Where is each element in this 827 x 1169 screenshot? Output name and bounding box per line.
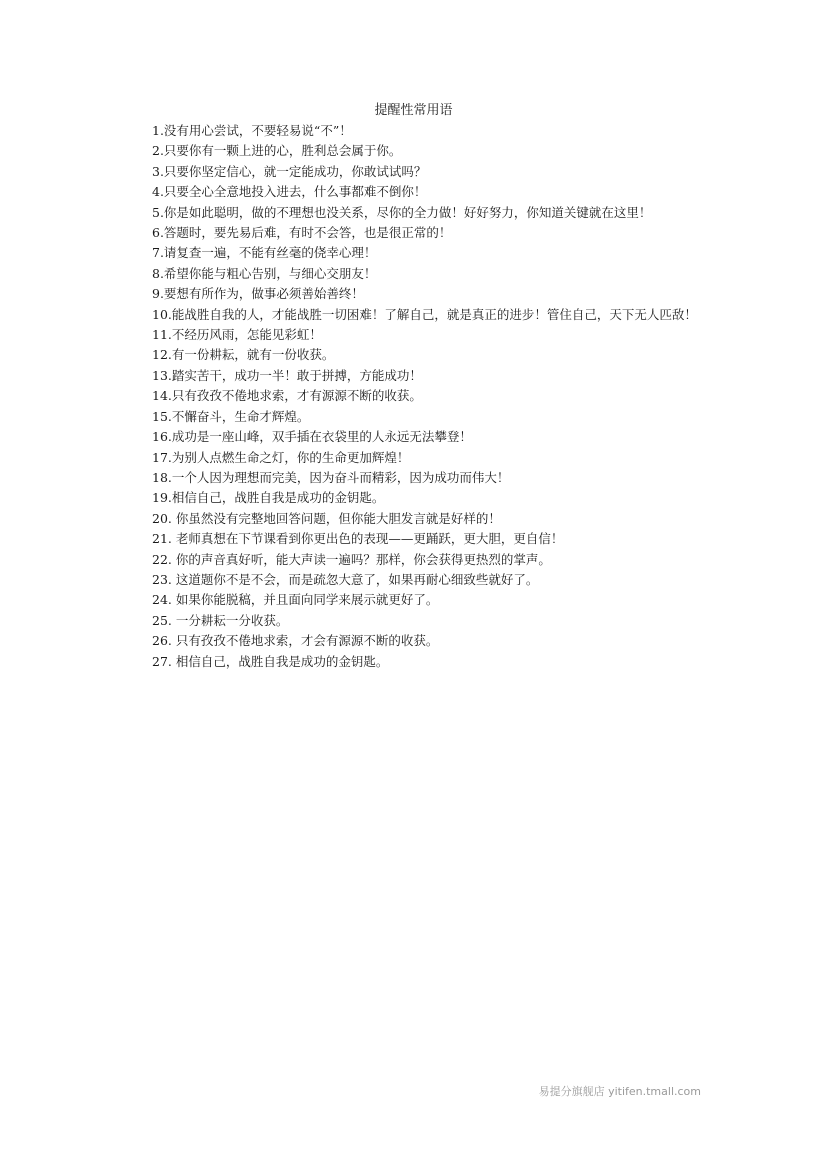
list-item: 26. 只有孜孜不倦地求索，才会有源源不断的收获。 [152,633,439,649]
list-item: 23. 这道题你不是不会，而是疏忽大意了，如果再耐心细致些就好了。 [152,571,539,587]
list-item: 19.相信自己，战胜自我是成功的金钥匙。 [152,490,385,506]
list-item: 14.只有孜孜不倦地求索，才有源源不断的收获。 [152,388,422,404]
list-item: 13.踏实苦干，成功一半！敢于拼搏，方能成功！ [152,367,422,383]
list-item: 3.只要你坚定信心，就一定能成功，你敢试试吗？ [152,163,427,179]
list-item: 24. 如果你能脱稿，并且面向同学来展示就更好了。 [152,592,439,608]
list-item: 22. 你的声音真好听，能大声读一遍吗？那样，你会获得更热烈的掌声。 [152,551,551,567]
list-item: 5.你是如此聪明，做的不理想也没关系，尽你的全力做！好好努力，你知道关键就在这里！ [152,204,652,220]
list-item: 21. 老师真想在下节课看到你更出色的表现——更踊跃，更大胆，更自信！ [152,531,564,547]
list-item: 4.只要全心全意地投入进去，什么事都难不倒你！ [152,184,427,200]
list-item: 12.有一份耕耘，就有一份收获。 [152,347,335,363]
list-item: 27. 相信自己，战胜自我是成功的金钥匙。 [152,653,389,669]
list-item: 6.答题时，要先易后难，有时不会答，也是很正常的！ [152,225,452,241]
footer-watermark: 易提分旗舰店 yitifen.tmall.com [538,1085,701,1098]
list-item: 25. 一分耕耘一分收获。 [152,612,289,628]
list-item: 20. 你虽然没有完整地回答问题，但你能大胆发言就是好样的！ [152,510,501,526]
list-item: 8.希望你能与粗心告别，与细心交朋友！ [152,265,377,281]
list-item: 16.成功是一座山峰，双手插在衣袋里的人永远无法攀登！ [152,429,472,445]
list-item: 18.一个人因为理想而完美，因为奋斗而精彩，因为成功而伟大！ [152,469,510,485]
list-item: 2.只要你有一颗上进的心，胜利总会属于你。 [152,143,402,159]
list-item: 1.没有用心尝试，不要轻易说“不”！ [152,123,352,138]
document-title: 提醒性常用语 [374,103,453,118]
list-item: 7.请复查一遍，不能有丝毫的侥幸心理！ [152,245,377,261]
list-item: 15.不懈奋斗，生命才辉煌。 [152,408,310,424]
list-item: 11.不经历风雨，怎能见彩虹！ [152,327,322,343]
list-item: 9.要想有所作为，做事必须善始善终！ [152,286,364,302]
list-item: 10.能战胜自我的人，才能战胜一切困难！了解自己，就是真正的进步！管住自己，天下无人匹敌！ [152,306,697,322]
list-item: 17.为别人点燃生命之灯，你的生命更加辉煌！ [152,449,410,465]
phrase-list [120,121,710,672]
